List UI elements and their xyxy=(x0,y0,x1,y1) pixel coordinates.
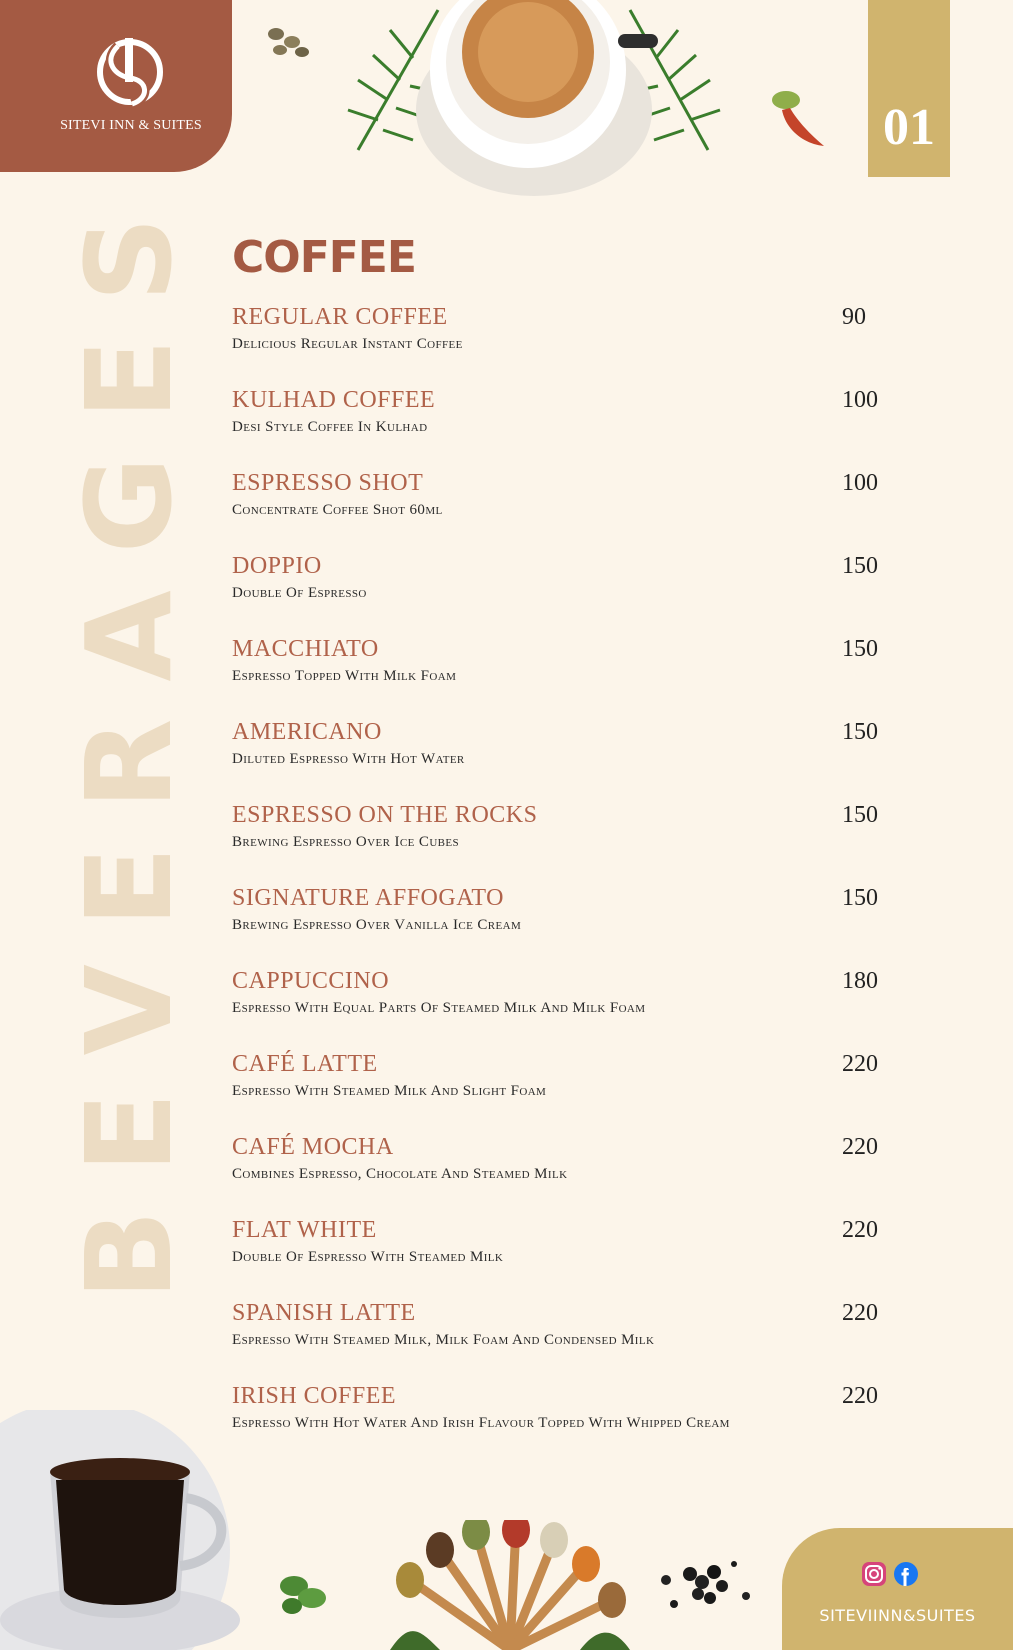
menu-item-price: 220 xyxy=(842,1300,878,1326)
menu-item xyxy=(232,304,932,374)
social-icons xyxy=(860,1560,920,1588)
menu-item xyxy=(232,1051,932,1121)
coffee-beans-icon xyxy=(264,22,314,62)
menu-item-description: Espresso With Steamed Milk And Slight Foam xyxy=(232,1083,547,1099)
menu-item-name: CAPPUCCINO xyxy=(232,968,390,994)
menu-item-price: 180 xyxy=(842,968,878,994)
menu-item-description: Double Of Espresso xyxy=(232,585,367,601)
menu-item xyxy=(232,1300,932,1370)
social-footer xyxy=(782,1528,1013,1650)
menu-item xyxy=(232,1383,932,1453)
menu-item-name: DOPPIO xyxy=(232,553,322,579)
basil-leaf-icon xyxy=(276,1568,332,1618)
menu-item-price: 220 xyxy=(842,1383,878,1409)
menu-item-name: IRISH COFFEE xyxy=(232,1383,397,1409)
espresso-cup-image xyxy=(0,1410,250,1650)
menu-item-name: SPANISH LATTE xyxy=(232,1300,416,1326)
menu-item-price: 90 xyxy=(842,304,866,330)
brand-logo-icon xyxy=(92,32,168,112)
menu-item-name: ESPRESSO ON THE ROCKS xyxy=(232,802,538,828)
section-title: COFFEE xyxy=(232,232,416,283)
menu-item-price: 150 xyxy=(842,636,878,662)
menu-item xyxy=(232,719,932,789)
brand-logo-block xyxy=(0,0,232,172)
menu-item-name: FLAT WHITE xyxy=(232,1217,377,1243)
menu-item-price: 220 xyxy=(842,1134,878,1160)
menu-item-description: Espresso With Steamed Milk, Milk Foam And Condensed Milk xyxy=(232,1332,655,1348)
chili-pepper-icon xyxy=(764,86,834,156)
menu-item xyxy=(232,802,932,872)
menu-item-price: 150 xyxy=(842,719,878,745)
menu-item-name: KULHAD COFFEE xyxy=(232,387,436,413)
page-number: 01 xyxy=(883,99,935,156)
menu-item xyxy=(232,470,932,540)
page-number-tab xyxy=(868,0,950,177)
menu-item-name: CAFÉ LATTE xyxy=(232,1051,378,1077)
social-handle[interactable]: SITEVIINN&SUITES xyxy=(819,1606,976,1625)
menu-item-price: 150 xyxy=(842,802,878,828)
menu-item xyxy=(232,1217,932,1287)
menu-item xyxy=(232,885,932,955)
menu-item-name: REGULAR COFFEE xyxy=(232,304,448,330)
menu-item-description: Brewing Espresso Over Ice Cubes xyxy=(232,834,460,850)
menu-item xyxy=(232,387,932,457)
menu-item-name: ESPRESSO SHOT xyxy=(232,470,424,496)
menu-item xyxy=(232,968,932,1038)
menu-item-description: Combines Espresso, Chocolate And Steamed Milk xyxy=(232,1166,568,1182)
coffee-cup-image xyxy=(318,0,750,200)
menu-item xyxy=(232,1134,932,1204)
menu-item-description: Delicious Regular Instant Coffee xyxy=(232,336,463,352)
category-side-label: BEVERAGES xyxy=(60,179,198,1300)
menu-item-name: SIGNATURE AFFOGATO xyxy=(232,885,504,911)
menu-item-description: Espresso With Equal Parts Of Steamed Milk And Milk Foam xyxy=(232,1000,646,1016)
menu-item-description: Double Of Espresso With Steamed Milk xyxy=(232,1249,504,1265)
instagram-icon[interactable] xyxy=(862,1562,886,1586)
menu-item-price: 150 xyxy=(842,553,878,579)
menu-item-price: 100 xyxy=(842,470,878,496)
brand-name: SITEVI INN & SUITES xyxy=(60,118,202,133)
menu-item-name: AMERICANO xyxy=(232,719,382,745)
menu-item-description: Concentrate Coffee Shot 60ml xyxy=(232,502,443,518)
menu-item-description: Desi Style Coffee In Kulhad xyxy=(232,419,428,435)
menu-item-description: Brewing Espresso Over Vanilla Ice Cream xyxy=(232,917,522,933)
menu-item-description: Espresso Topped With Milk Foam xyxy=(232,668,457,684)
menu-item-description: Espresso With Hot Water And Irish Flavour Topped With Whipped Cream xyxy=(232,1415,730,1431)
menu-item-name: MACCHIATO xyxy=(232,636,379,662)
menu-item xyxy=(232,636,932,706)
menu-item-price: 220 xyxy=(842,1051,878,1077)
black-pepper-icon xyxy=(650,1544,770,1624)
menu-item-name: CAFÉ MOCHA xyxy=(232,1134,394,1160)
facebook-icon[interactable] xyxy=(894,1562,918,1586)
menu-item-price: 220 xyxy=(842,1217,878,1243)
spice-spoons-image xyxy=(380,1520,640,1650)
menu-item-price: 100 xyxy=(842,387,878,413)
menu-item-description: Diluted Espresso With Hot Water xyxy=(232,751,465,767)
menu-item-price: 150 xyxy=(842,885,878,911)
menu-item xyxy=(232,553,932,623)
